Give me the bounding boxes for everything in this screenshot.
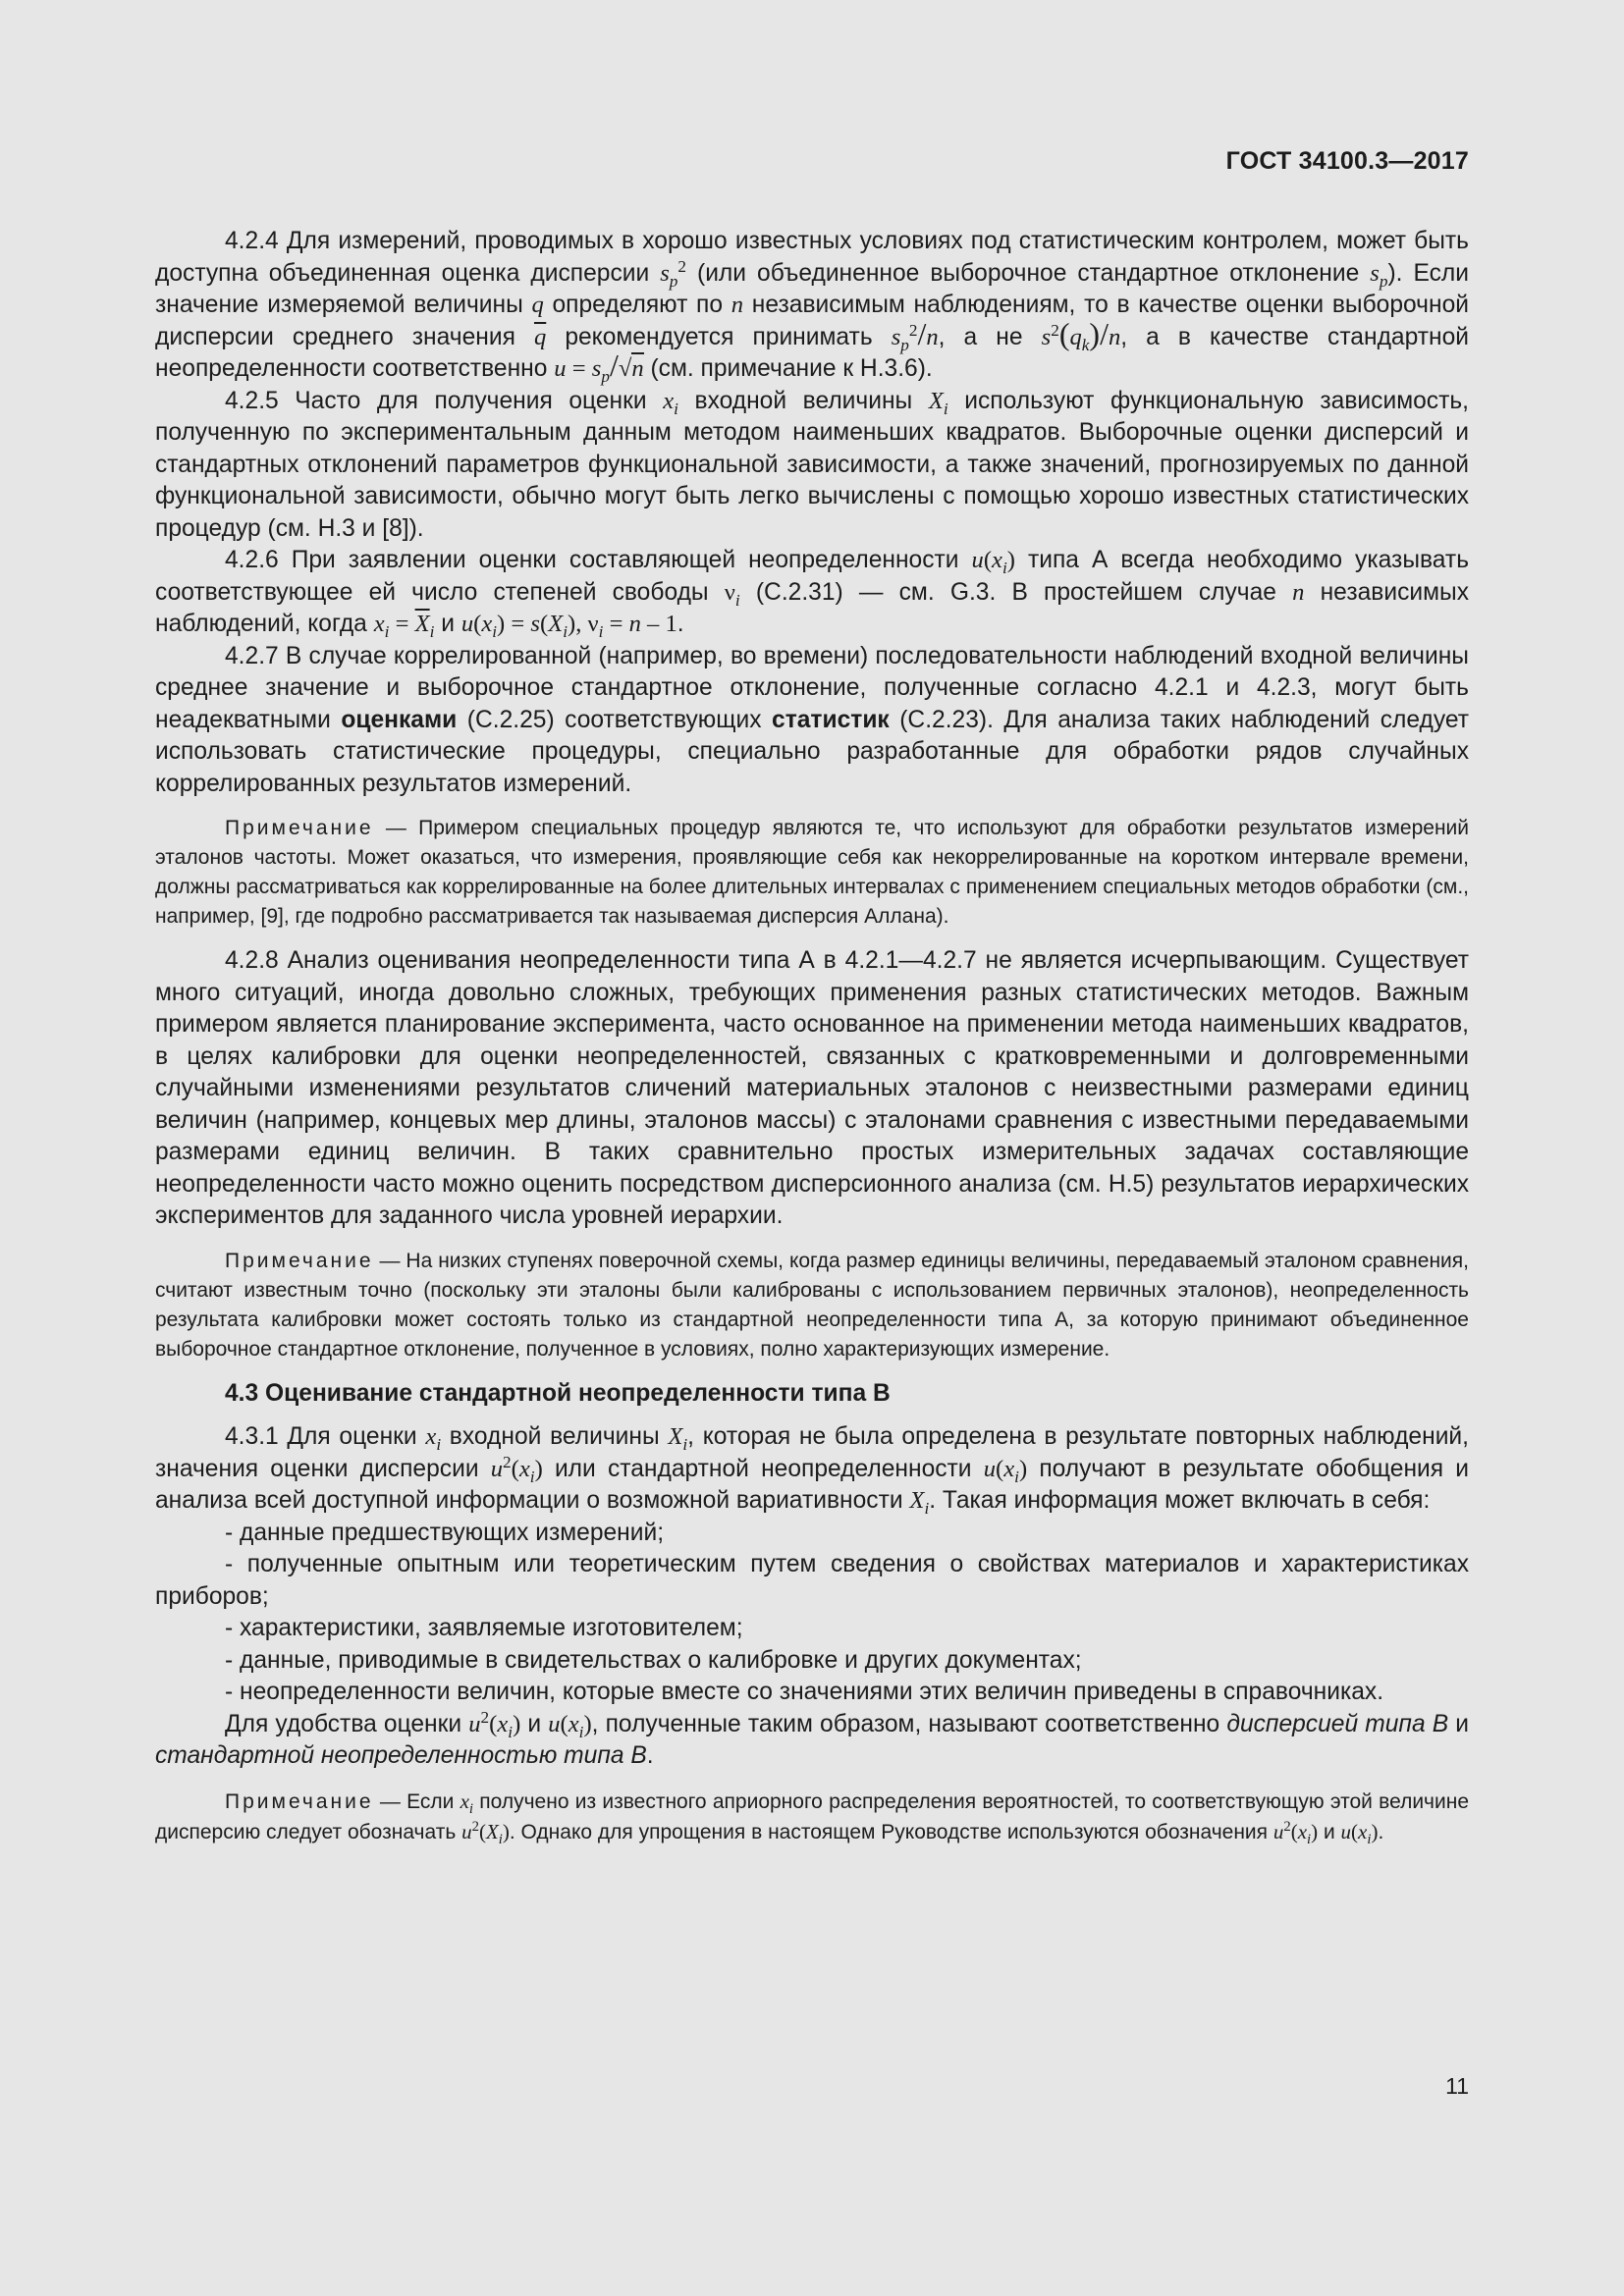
formula-q: q [531, 292, 544, 318]
list-item: - характеристики, заявляемые изготовителем; [225, 1615, 743, 1641]
note-text: и [1318, 1820, 1341, 1843]
formula-u2-Xi: $u^2(X_i)$ [461, 1818, 510, 1847]
formula-q-bar: $\overline{q}$ [533, 323, 547, 350]
text-segment: независимых наблюдений, когда [155, 578, 1469, 637]
text-segment: используют функциональную зависимость, полученную по экспериментальным данным методом наименьших квадратов. Выборочные оценки дисперсий и стандартных отклонений параметров функциональной зависимости, а также значений, прогнозируемых по данной функциональной зависимости, обычно могут быть легко вычислены с помощью хорошо известных статистических процедур (см. Н.3 и [8]). [155, 387, 1469, 542]
text-segment: ). Если значение измеряемой величины [155, 259, 1469, 318]
note-a-priori-distribution [155, 1787, 1469, 1847]
paragraph-4-2-5 [155, 386, 1469, 546]
note-text: — Примером специальных процедур являются те, что используют для обработки результатов измерений эталонов частоты. Может оказаться, что измерения, проявляющие себя как некоррелированные на коротком интервале времени, должны рассматриваться как коррелированные на более длительных интервалах с применением специальных методов обработки (см., например, [9], где подробно рассматривается так называемая дисперсия Аллана). [155, 817, 1469, 928]
document-body [155, 226, 1469, 1861]
term-type-b-variance: дисперсией типа В [1226, 1710, 1449, 1737]
formula-sp2-over-n: $s_p^2/n$ [891, 315, 939, 354]
text-segment: , которая не была определена в результате повторных наблюдений, значения оценки дисперсии [155, 1423, 1470, 1482]
formula-Xi: $X_i$ [909, 1487, 930, 1518]
note-text: получено из известного априорного распределения вероятностей, то соответствующую этой величине дисперсию следует обозначать [155, 1789, 1470, 1843]
text-segment: типа А всегда необходимо указывать соответствующее ей число степеней свободы [155, 547, 1470, 606]
text-segment: (см. примечание к Н.3.6). [643, 355, 933, 382]
text-segment: и [520, 1710, 549, 1737]
formula-xi-eq-Xbar: $x_i = \overline{X}_i$ [373, 611, 435, 641]
formula-Xi: $X_i$ [928, 387, 948, 418]
text-segment: 4.2.4 Для измерений, проводимых в хорошо известных условиях под статистическим контролем, может быть доступна объединенная оценка дисперсии [155, 228, 1469, 287]
formula-sp: $s_p$ [1370, 259, 1388, 291]
formula-s2-qk-over-n: $s^2(q_k)/n$ [1041, 315, 1121, 354]
formula-u2-xi: $u^2(x_i)$ [1272, 1818, 1319, 1847]
formula-u-xi: $u(x_i)$ [1340, 1819, 1379, 1847]
formula-xi: $x_i$ [663, 387, 678, 418]
paragraph-4-2-4 [155, 226, 1469, 386]
term-link-statistics: статистик [772, 706, 890, 733]
note-text: . [1378, 1820, 1384, 1843]
text-segment: 4.2.5 Часто для получения оценки [225, 387, 664, 414]
formula-n: n [1292, 578, 1305, 606]
formula-u-sp-sqrt-n: $u = s_p/√n$ [554, 347, 644, 386]
formula-u2-xi: $u^2(x_i)$ [490, 1452, 543, 1486]
text-segment: Для удобства оценки [225, 1710, 469, 1737]
text-segment: (С.2.25) соответствующих [457, 706, 773, 733]
paragraph-4-2-8: 4.2.8 Анализ оценивания неопределенности типа А в 4.2.1—4.2.7 не является исчерпывающим. Существует много ситуаций, иногда довольно сложных, требующих применения разных статистических методов. Важным примером является планирование эксперимента, часто основанное на применении метода наименьших квадратов, в целях калибровки для оценки неопределенностей, связанных с кратковременными и долговременными случайными изменениями результатов сличений материальных эталонов с неизвестными размерами единиц величин (например, концевых мер длины, эталонов массы) с эталонами сравнения с известными передаваемыми размерами единиц величин. В таких сравнительно простых измерительных задачах составляющие неопределенности часто можно оценить посредством дисперсионного анализа (см. Н.5) результатов иерархических экспериментов для заданного числа уровней иерархии. [155, 947, 1469, 1229]
list-item: - данные предшествующих измерений; [225, 1519, 665, 1546]
formula-pooled-variance: $s_p^2$ [660, 256, 687, 291]
list-item: - данные, приводимые в свидетельствах о калибровке и других документах; [225, 1646, 1082, 1674]
page-number: 11 [1445, 2073, 1469, 2099]
formula-u-xi: $u(x_i)$ [971, 547, 1015, 577]
list-item: - неопределенности величин, которые вместе со значениями этих величин приведены в справочниках. [225, 1679, 1384, 1705]
note-text: — На низких ступенях поверочной схемы, когда размер единицы величины, передаваемый эталоном сравнения, считают известным точно (поскольку эти эталоны были калиброваны с использованием первичных эталонов), неопределенность результата калибровки может состоять только из стандартной неопределенности типа А, за которую принимают объединенное выборочное стандартное отклонение, полученное в условиях, полно характеризующих измерение. [155, 1249, 1469, 1361]
text-segment: получают в результате обобщения и анализа всей доступной информации о возможной вариативности [155, 1455, 1469, 1514]
text-segment: , а не [938, 323, 1042, 350]
note-label: Примечание [225, 1249, 374, 1272]
paragraph-4-2-7 [155, 641, 1469, 801]
text-segment: 4.2.6 При заявлении оценки составляющей неопределенности [225, 547, 972, 573]
text-segment: (С.2.31) — см. G.3. В простейшем случае [739, 578, 1293, 606]
formula-u-eq-s-nu: $u(x_i) = s(X_i)$, $\nu_i = n - 1$ [460, 611, 677, 641]
list-item: - полученные опытным или теоретическим путем сведения о свойствах материалов и характеристиках приборов; [155, 1551, 1469, 1610]
text-segment: и [1448, 1710, 1469, 1737]
paragraph-4-3-1 [155, 1421, 1469, 1518]
text-segment: . [646, 1742, 654, 1769]
formula-nu-i: $\nu_i$ [724, 578, 740, 610]
note-allan-variance [155, 814, 1469, 932]
text-segment: или стандартной неопределенности [542, 1455, 984, 1482]
text-segment: 4.2.7 В случае коррелированной (например, во времени) последовательности наблюдений входной величины среднее значение и выборочное стандартное отклонение, полученные согласно 4.2.1 и 4.2.3, могут быть неадекватными [155, 642, 1469, 733]
formula-u2-xi: $u^2(x_i)$ [468, 1707, 521, 1741]
formula-u-xi: $u(x_i)$ [983, 1455, 1028, 1486]
formula-Xi: $X_i$ [668, 1423, 688, 1454]
text-segment: 4.3.1 Для оценки [225, 1423, 426, 1450]
text-segment: , а в качестве стандартной неопределенности соответственно [155, 323, 1469, 382]
formula-xi: $x_i$ [425, 1423, 442, 1454]
text-segment: . Такая информация может включать в себя: [929, 1487, 1431, 1514]
note-label: Примечание [225, 817, 374, 839]
text-segment: (или объединенное выборочное стандартное отклонение [686, 259, 1371, 287]
text-segment: (С.2.23). Для анализа таких наблюдений следует использовать статистические процедуры, специально разработанные для обработки рядов случайных коррелированных результатов измерений. [155, 706, 1470, 797]
section-heading-4-3: 4.3 Оценивание стандартной неопределенности типа В [225, 1379, 891, 1407]
term-link-estimates: оценками [341, 706, 458, 733]
text-segment: определяют по [543, 292, 731, 318]
text-segment: рекомендуется принимать [546, 323, 892, 350]
text-segment: , полученные таким образом, называют соответственно [591, 1710, 1227, 1737]
formula-u-xi: $u(x_i)$ [548, 1710, 592, 1741]
paragraph-4-3-1-definition [155, 1709, 1469, 1773]
note-calibration-scheme [155, 1247, 1469, 1364]
text-segment: независимым наблюдениям, то в качестве оценки выборочной дисперсии среднего значения [155, 292, 1469, 350]
formula-n: n [731, 292, 744, 318]
note-text: . Однако для упрощения в настоящем Руководстве используются обозначения [509, 1820, 1273, 1843]
paragraph-4-2-6 [155, 545, 1469, 641]
note-text: — Если [373, 1789, 460, 1813]
text-segment: входной величины [677, 387, 929, 414]
formula-xi: $x_i$ [460, 1789, 474, 1817]
note-label: Примечание [225, 1789, 374, 1813]
text-segment: и [434, 611, 461, 637]
document-header: ГОСТ 34100.3—2017 [1225, 147, 1469, 175]
term-type-b-uncertainty: стандартной неопределенностью типа В [155, 1742, 647, 1769]
text-segment: . [677, 611, 684, 637]
text-segment: входной величины [441, 1423, 669, 1450]
